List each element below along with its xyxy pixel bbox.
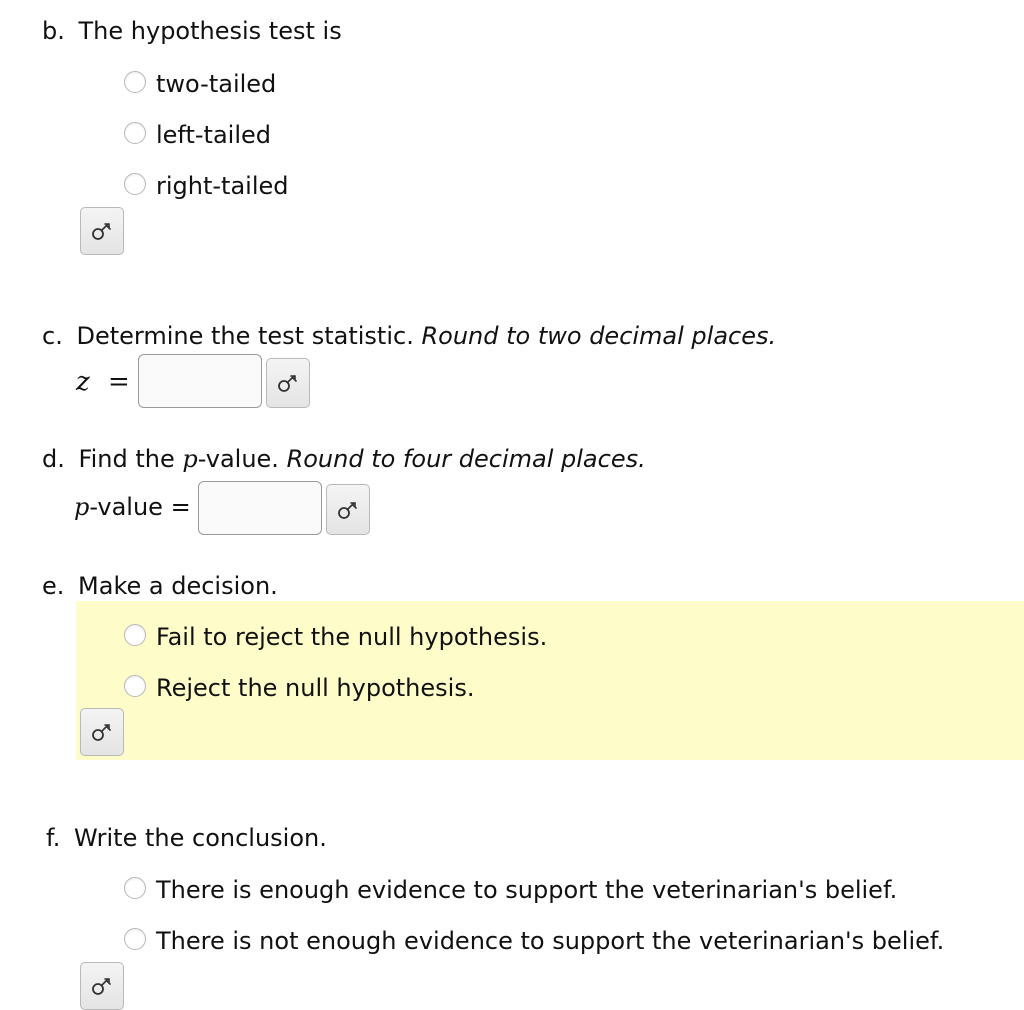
key-icon bbox=[90, 720, 114, 744]
question-letter: f. bbox=[46, 824, 61, 852]
key-icon bbox=[90, 974, 114, 998]
question-letter: e. bbox=[42, 572, 65, 600]
answer-key-button[interactable] bbox=[80, 207, 124, 255]
radio-reject[interactable] bbox=[124, 675, 146, 697]
question-b bbox=[42, 16, 342, 46]
answer-key-button[interactable] bbox=[266, 358, 310, 408]
z-variable: z bbox=[76, 367, 90, 397]
question-prompt: Determine the test statistic. bbox=[76, 322, 414, 350]
option-label: two-tailed bbox=[156, 70, 277, 98]
option-label: Reject the null hypothesis. bbox=[156, 674, 475, 702]
z-label bbox=[76, 367, 130, 397]
answer-key-button[interactable] bbox=[326, 484, 370, 535]
option-label: left-tailed bbox=[156, 121, 271, 149]
option-label: Fail to reject the null hypothesis. bbox=[156, 623, 548, 651]
radio-not-enough-evidence[interactable] bbox=[124, 928, 146, 950]
question-c bbox=[42, 321, 776, 351]
p-variable: p bbox=[74, 493, 90, 521]
question-f bbox=[46, 823, 327, 853]
key-icon bbox=[276, 371, 300, 395]
question-instruction: Round to two decimal places. bbox=[421, 322, 777, 350]
p-variable: p bbox=[182, 445, 198, 473]
radio-enough-evidence[interactable] bbox=[124, 877, 146, 899]
answer-key-button[interactable] bbox=[80, 708, 124, 756]
option-label: right-tailed bbox=[156, 172, 289, 200]
z-input[interactable] bbox=[138, 354, 262, 408]
radio-left-tailed[interactable] bbox=[124, 122, 146, 144]
key-icon bbox=[336, 498, 360, 522]
question-prompt: The hypothesis test is bbox=[78, 17, 342, 45]
p-value-label bbox=[74, 492, 191, 522]
question-prompt-suffix: -value. bbox=[197, 445, 279, 473]
question-d bbox=[42, 444, 646, 474]
p-value-text: -value = bbox=[89, 493, 191, 521]
question-instruction: Round to four decimal places. bbox=[286, 445, 646, 473]
question-prompt: Write the conclusion. bbox=[73, 824, 327, 852]
question-letter: b. bbox=[42, 17, 65, 45]
option-label: There is not enough evidence to support the veterinarian's belief. bbox=[156, 927, 945, 955]
radio-right-tailed[interactable] bbox=[124, 173, 146, 195]
question-prompt: Make a decision. bbox=[78, 572, 278, 600]
question-letter: c. bbox=[42, 322, 63, 350]
question-prompt: Find the bbox=[78, 445, 175, 473]
key-icon bbox=[90, 219, 114, 243]
option-label: There is enough evidence to support the veterinarian's belief. bbox=[156, 876, 898, 904]
p-value-input[interactable] bbox=[198, 481, 322, 535]
radio-two-tailed[interactable] bbox=[124, 71, 146, 93]
question-e bbox=[42, 571, 278, 601]
question-letter: d. bbox=[42, 445, 65, 473]
equals-sign: = bbox=[107, 367, 130, 397]
radio-fail-to-reject[interactable] bbox=[124, 624, 146, 646]
answer-key-button[interactable] bbox=[80, 962, 124, 1010]
